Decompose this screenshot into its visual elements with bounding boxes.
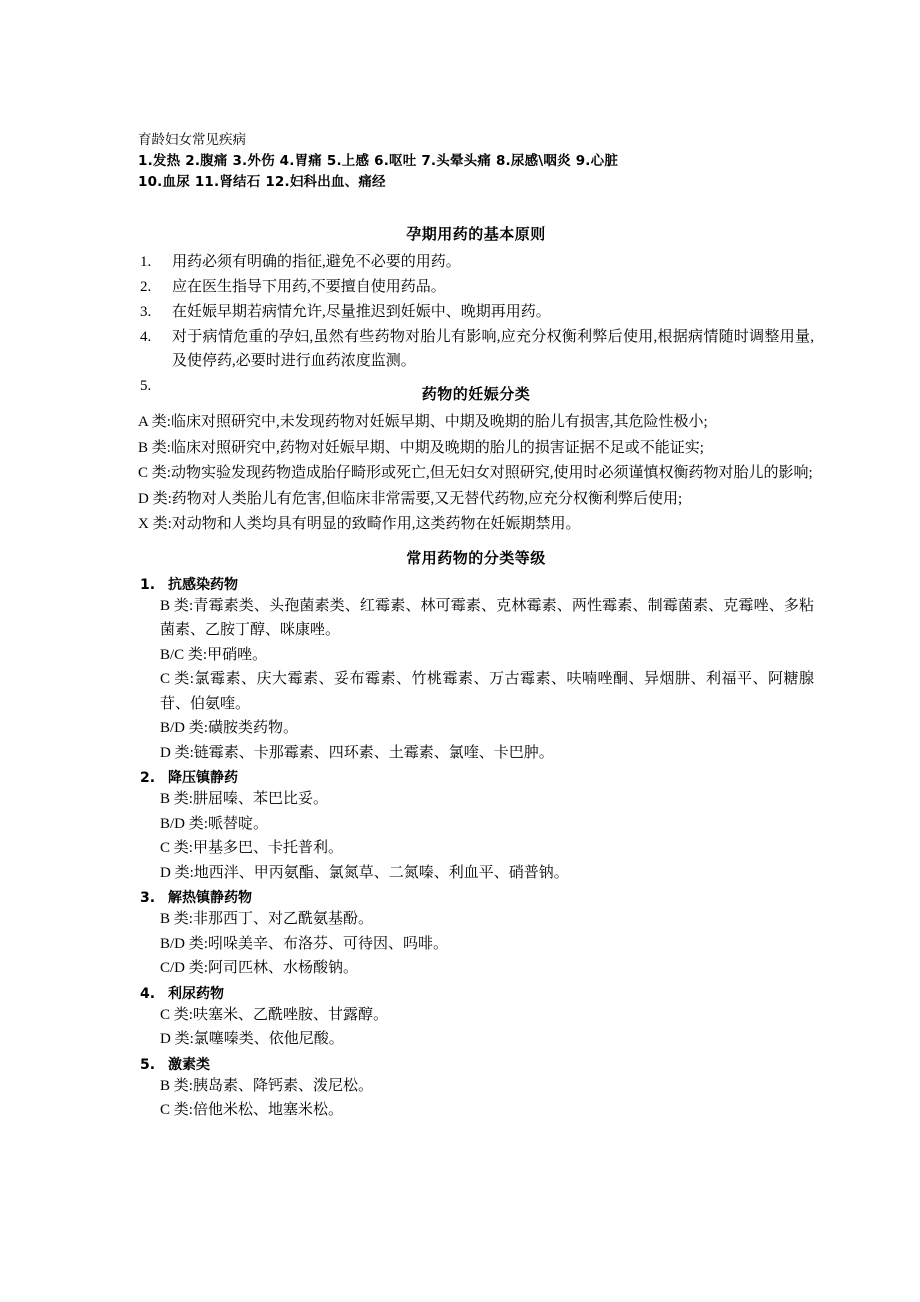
- drug-group-title: [138, 767, 814, 787]
- list-item-text: 用药必须有明确的指征,避免不必要的用药。: [172, 254, 461, 270]
- drug-group-index: 2.: [140, 770, 156, 786]
- list-item-text: 在妊娠早期若病情允许,尽量推迟到妊娠中、晚期再用药。: [172, 304, 551, 320]
- section-title-principles: 孕期用药的基本原则: [406, 225, 546, 243]
- class-text: 呋塞米、乙酰唑胺、甘露醇。: [192, 1006, 388, 1023]
- document-title: 育龄妇女常见疾病: [138, 132, 246, 148]
- class-label: C 类:: [160, 1006, 193, 1023]
- list-item-marker: 4.: [140, 329, 152, 345]
- document-header: [138, 130, 814, 193]
- list-item: [138, 487, 814, 512]
- class-label: C 类:: [160, 840, 193, 856]
- class-label: X 类:: [138, 516, 172, 532]
- list-item-marker: 2.: [140, 279, 152, 295]
- class-label: A 类:: [138, 414, 171, 430]
- drug-group-rows: [138, 1074, 814, 1123]
- drug-group-name: 激素类: [168, 1056, 210, 1073]
- section-title-pregnancy-classes: 药物的妊娠分类: [421, 385, 531, 403]
- drug-group: [138, 887, 814, 981]
- list-item: [138, 512, 814, 537]
- drug-group-index: 1.: [140, 576, 156, 593]
- drug-group-index: 3.: [140, 890, 156, 906]
- drug-group: [138, 767, 814, 885]
- class-label: D 类:: [160, 744, 194, 761]
- list-item: [138, 410, 814, 435]
- drug-group-rows: [138, 1003, 814, 1052]
- drug-group-rows: [138, 594, 814, 766]
- drug-group: [138, 574, 814, 766]
- list-item: [160, 787, 814, 812]
- class-text: 甲基多巴、卡托普利。: [192, 840, 343, 856]
- drug-group-name: 利尿药物: [168, 985, 224, 1002]
- list-item: [160, 956, 814, 981]
- class-label: C 类:: [160, 671, 194, 687]
- list-item: [138, 461, 814, 486]
- class-label: B 类:: [138, 439, 171, 456]
- drug-group-index: 4.: [140, 985, 156, 1002]
- class-text: 对动物和人类均具有明显的致畸作用,这类药物在妊娠期禁用。: [171, 516, 581, 532]
- class-text: 肼屈嗪、苯巴比妥。: [192, 791, 328, 807]
- class-text: 链霉素、卡那霉素、四环素、土霉素、氯喹、卡巴肿。: [193, 744, 554, 761]
- class-label: D 类:: [138, 490, 172, 507]
- class-text: 阿司匹林、水杨酸钠。: [207, 960, 358, 976]
- class-text: 动物实验发现药物造成胎仔畸形或死亡,但无妇女对照研究,使用时必须谨慎权衡药物对胎儿的影响;: [170, 465, 813, 481]
- drug-group-rows: [138, 907, 814, 981]
- drug-group-title: [138, 574, 814, 594]
- list-item: [160, 932, 814, 957]
- class-text: 青霉素类、头孢菌素类、红霉素、林可霉素、克林霉素、两性霉素、制霉菌素、克霉唑、多粘菌素、乙胺丁醇、咪康唑。: [160, 597, 814, 638]
- class-text: 临床对照研究中,药物对妊娠早期、中期及晚期的胎儿的损害证据不足或不能证实;: [170, 439, 704, 456]
- class-text: 地西泮、甲丙氨酯、氯氮草、二氮嗪、利血平、硝普钠。: [193, 864, 569, 881]
- drug-group-title: [138, 1054, 814, 1074]
- list-item: [160, 1027, 814, 1052]
- class-label: B/D 类:: [160, 815, 208, 832]
- list-item: [138, 300, 814, 324]
- class-text: 氯霉素、庆大霉素、妥布霉素、竹桃霉素、万古霉素、呋喃唑酮、异烟肼、利福平、阿糖腺苷、伯氨喹。: [160, 671, 814, 712]
- class-label: C 类:: [138, 465, 171, 481]
- class-label: D 类:: [160, 1031, 194, 1047]
- pregnancy-class-list: [138, 410, 814, 537]
- list-item: [160, 907, 814, 932]
- drug-group-index: 5.: [140, 1056, 156, 1073]
- class-text: 非那西丁、对乙酰氨基酚。: [192, 911, 373, 927]
- class-text: 氯噻嗪类、依他尼酸。: [193, 1031, 344, 1047]
- list-item: [138, 436, 814, 461]
- list-item-marker: 3.: [140, 304, 152, 320]
- list-item: [160, 741, 814, 766]
- class-label: C/D 类:: [160, 960, 208, 976]
- class-text: 药物对人类胎儿有危害,但临床非常需要,又无替代药物,应充分权衡利弊后使用;: [171, 490, 683, 507]
- symptom-list-line-1: 1.发热 2.腹痛 3.外伤 4.胃痛 5.上感 6.呕吐 7.头晕头痛 8.尿感\咽炎 9.心脏: [138, 153, 619, 169]
- symptom-list-line-2: 10.血尿 11.肾结石 12.妇科出血、痛经: [138, 174, 386, 190]
- class-label: C 类:: [160, 1102, 193, 1118]
- drug-group-name: 抗感染药物: [168, 576, 238, 593]
- class-label: B/D 类:: [160, 720, 208, 736]
- list-item: [160, 1098, 814, 1123]
- list-item: [160, 716, 814, 741]
- class-label: B 类:: [160, 911, 193, 927]
- list-item: [138, 275, 814, 299]
- class-text: 哌替啶。: [207, 815, 268, 832]
- list-item-text: 应在医生指导下用药,不要擅自使用药品。: [172, 279, 446, 295]
- drug-group: [138, 983, 814, 1052]
- drug-group: [138, 1054, 814, 1123]
- drug-group-rows: [138, 787, 814, 885]
- list-item-marker: 5.: [140, 378, 152, 394]
- class-text: 胰岛素、降钙素、泼尼松。: [192, 1077, 373, 1094]
- list-item: [160, 594, 814, 643]
- class-label: B 类:: [160, 1077, 193, 1094]
- class-label: B 类:: [160, 597, 194, 614]
- class-text: 磺胺类药物。: [207, 720, 298, 736]
- class-text: 临床对照研究中,未发现药物对妊娠早期、中期及晚期的胎儿有损害,其危险性极小;: [170, 414, 708, 430]
- list-item: [138, 250, 814, 274]
- list-item: [160, 812, 814, 837]
- drug-group-title: [138, 983, 814, 1003]
- drug-group-title: [138, 887, 814, 907]
- class-label: B 类:: [160, 791, 193, 807]
- class-text: 吲哚美辛、布洛芬、可待因、吗啡。: [207, 935, 448, 952]
- drug-group-name: 解热镇静药物: [168, 890, 252, 906]
- list-item: [160, 836, 814, 861]
- list-item-marker: 1.: [140, 254, 152, 270]
- list-item: [160, 1003, 814, 1028]
- class-label: B/D 类:: [160, 935, 208, 952]
- class-text: 甲硝唑。: [207, 646, 268, 663]
- class-label: D 类:: [160, 864, 194, 881]
- list-item: [160, 861, 814, 886]
- list-item-text: 对于病情危重的孕妇,虽然有些药物对胎儿有影响,应充分权衡利弊后使用,根据病情随时调整用量,及使停药,必要时进行血药浓度监测。: [172, 329, 814, 369]
- list-item: [138, 325, 814, 373]
- list-item: [160, 667, 814, 716]
- class-text: 倍他米松、地塞米松。: [192, 1102, 343, 1118]
- class-label: B/C 类:: [160, 646, 208, 663]
- list-item: [160, 1074, 814, 1099]
- list-item: [160, 643, 814, 668]
- drug-group-name: 降压镇静药: [168, 770, 238, 786]
- section-title-common-drugs: 常用药物的分类等级: [406, 548, 546, 567]
